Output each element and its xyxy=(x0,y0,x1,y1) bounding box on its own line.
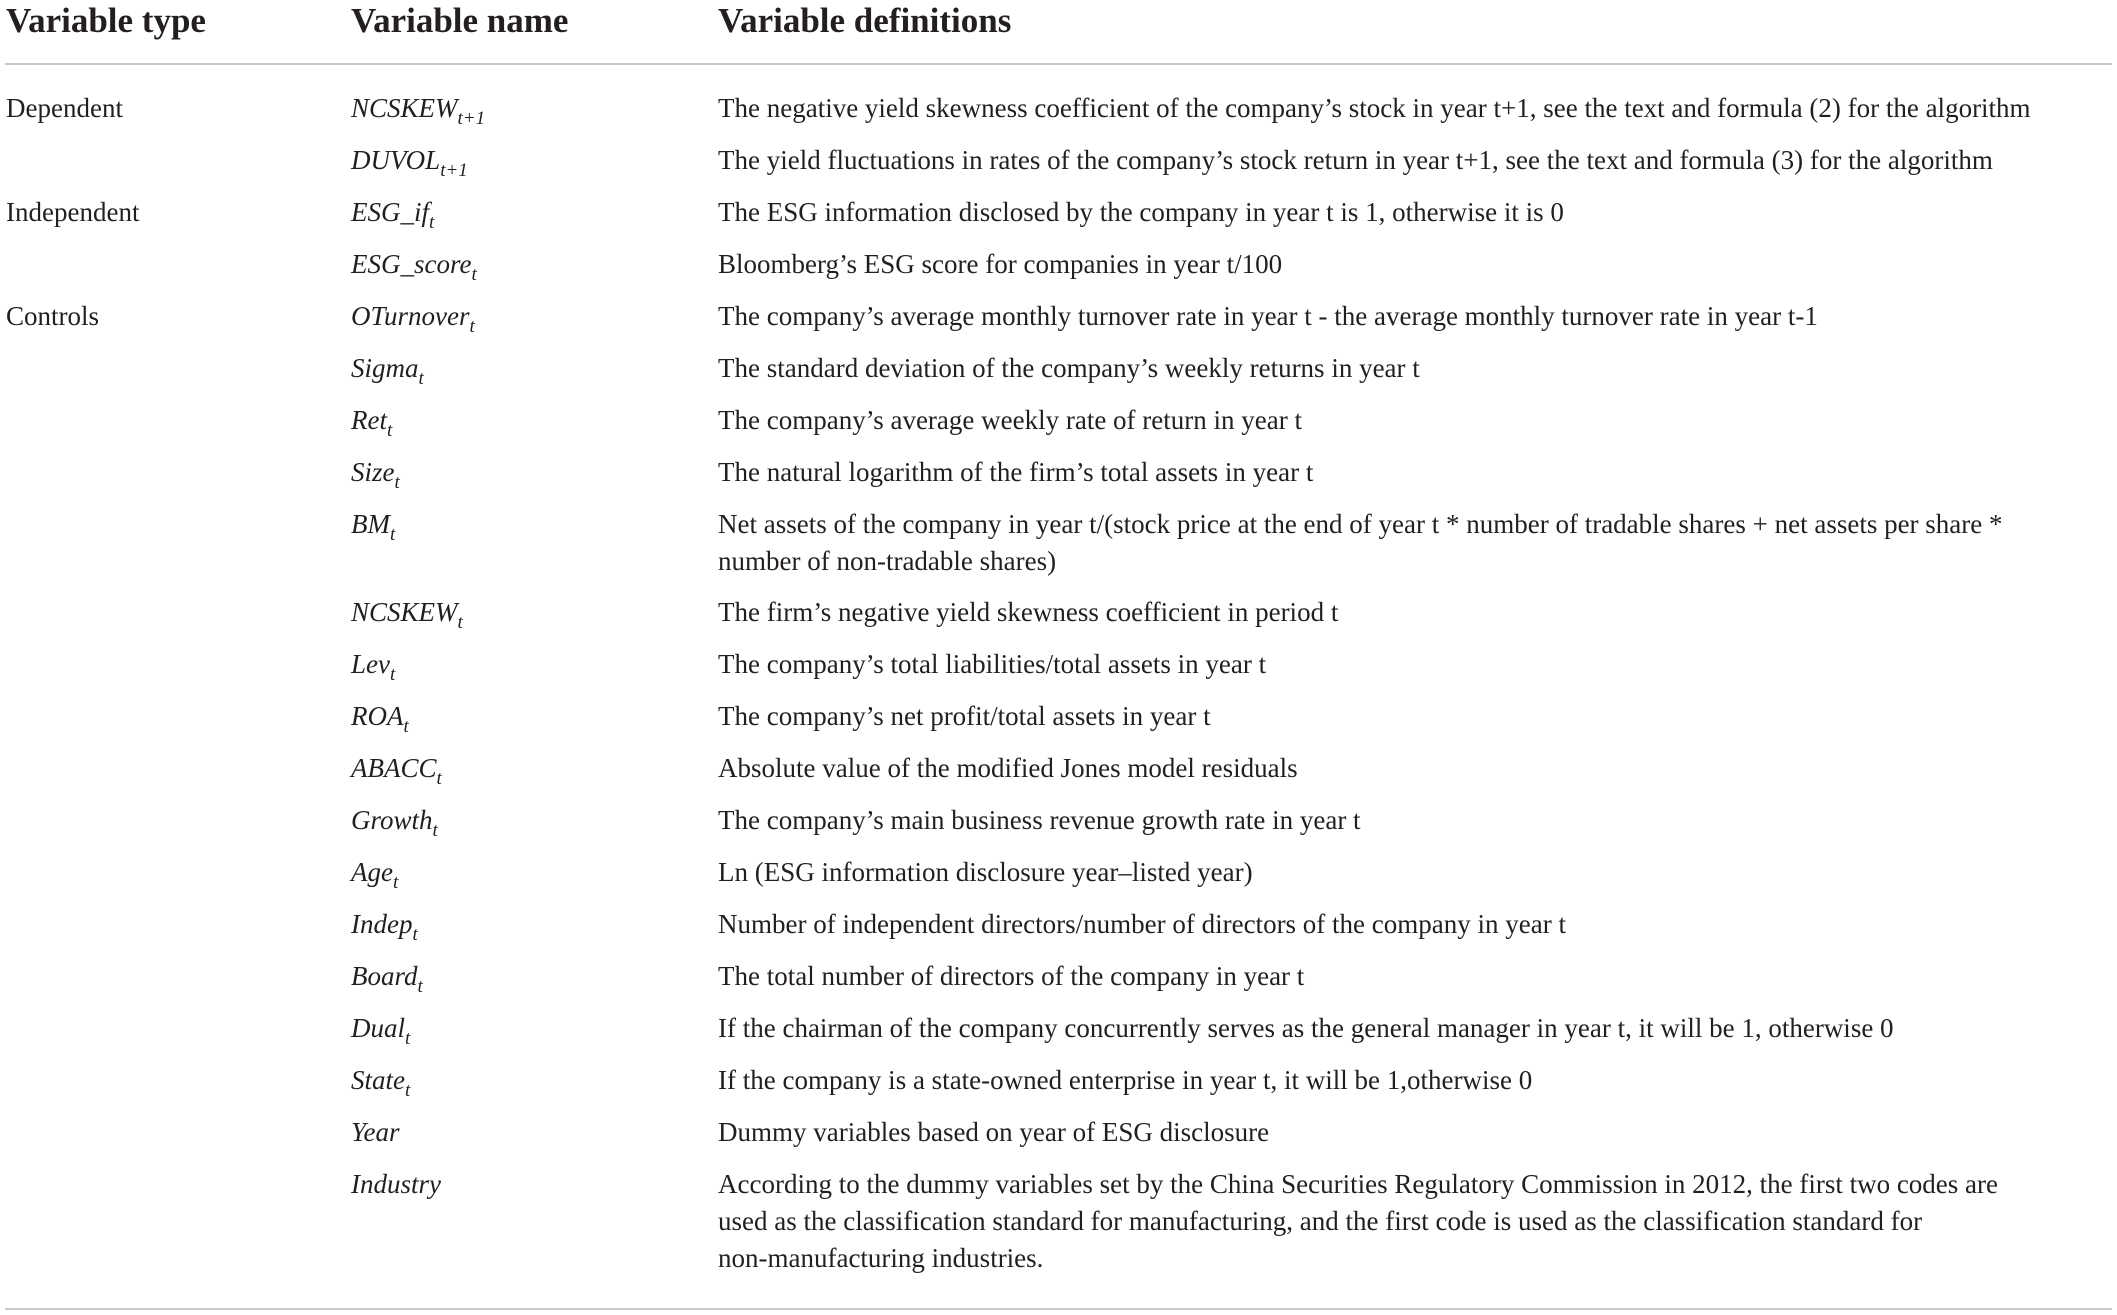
definition-line: The total number of directors of the company in year t xyxy=(718,961,1305,991)
definition-line: The negative yield skewness coefficient of the company’s stock in year t+1, see the text and formula (2) for the algorithm xyxy=(718,93,2031,123)
definition-line: non-manufacturing industries. xyxy=(718,1243,1044,1273)
variable-symbol: Ret xyxy=(351,405,387,435)
definition-line: The company’s net profit/total assets in year t xyxy=(718,701,1211,731)
variable-name xyxy=(351,958,423,995)
variable-subscript: t xyxy=(389,524,396,545)
variable-symbol: Growth xyxy=(351,805,433,835)
variable-definition xyxy=(718,246,2117,283)
variable-symbol: ESG_score xyxy=(351,249,472,279)
variable-definition xyxy=(718,698,2117,735)
variable-subscript: t xyxy=(469,316,475,337)
variable-definition xyxy=(718,1062,2117,1099)
table-bottom-rule xyxy=(5,1308,2112,1310)
variable-definition xyxy=(718,142,2117,179)
variable-subscript: t xyxy=(386,420,393,441)
variable-definition xyxy=(718,1010,2117,1047)
variable-definition xyxy=(718,646,2117,683)
definition-line: used as the classification standard for manufacturing, and the first code is used as the classification standard for xyxy=(718,1206,1923,1236)
definition-line: The firm’s negative yield skewness coefficient in period t xyxy=(718,597,1339,627)
variable-name xyxy=(351,594,463,631)
variable-symbol: ROA xyxy=(351,701,404,731)
variable-name xyxy=(351,298,475,335)
variable-symbol: Board xyxy=(351,961,418,991)
variable-name xyxy=(351,750,442,787)
variable-symbol: NCSKEW xyxy=(351,93,458,123)
definition-line: The natural logarithm of the firm’s total assets in year t xyxy=(718,457,1314,487)
variable-symbol: Lev xyxy=(351,649,390,679)
variable-definition xyxy=(718,802,2117,839)
variable-subscript: t xyxy=(471,264,477,285)
variable-symbol: Industry xyxy=(351,1169,441,1199)
variable-definition xyxy=(718,298,2117,335)
variable-name xyxy=(351,194,434,231)
variable-symbol: NCSKEW xyxy=(351,597,458,627)
variable-symbol: Indep xyxy=(351,909,413,939)
variable-definition xyxy=(718,350,2117,387)
definition-line: Net assets of the company in year t/(stock price at the end of year t * number of tradable shares + net assets per share * xyxy=(718,509,2003,539)
variable-subscript: t xyxy=(403,716,409,737)
variable-definition xyxy=(718,1166,2117,1277)
variable-symbol: Sigma xyxy=(351,353,419,383)
header-variable-name: Variable name xyxy=(351,1,569,40)
variable-symbol: Year xyxy=(351,1117,400,1147)
definition-line: Number of independent directors/number of directors of the company in year t xyxy=(718,909,1566,939)
variable-subscript: t+1 xyxy=(440,160,468,181)
variable-name xyxy=(351,1114,400,1151)
variable-definition xyxy=(718,594,2117,631)
variable-definition xyxy=(718,402,2117,439)
variable-name xyxy=(351,246,477,283)
header-variable-type: Variable type xyxy=(6,1,206,40)
variable-symbol: State xyxy=(351,1065,405,1095)
variable-definition xyxy=(718,506,2117,580)
definition-line: The standard deviation of the company’s weekly returns in year t xyxy=(718,353,1420,383)
variable-name xyxy=(351,1166,441,1203)
variable-name xyxy=(351,646,395,683)
variable-symbol: BM xyxy=(351,509,390,539)
variable-subscript: t xyxy=(417,976,423,997)
variable-name xyxy=(351,1062,410,1099)
variable-subscript: t xyxy=(457,612,463,633)
variable-definition xyxy=(718,90,2117,127)
definition-line: If the company is a state-owned enterprise in year t, it will be 1,otherwise 0 xyxy=(718,1065,1533,1095)
variable-subscript: t xyxy=(405,1028,411,1049)
variable-subscript: t+1 xyxy=(457,108,486,129)
variable-definition xyxy=(718,906,2117,943)
variable-name xyxy=(351,906,418,943)
variable-definition xyxy=(718,854,2117,891)
variable-name xyxy=(351,350,424,387)
definition-line: The company’s total liabilities/total assets in year t xyxy=(718,649,1267,679)
definition-line: Absolute value of the modified Jones model residuals xyxy=(718,753,1298,783)
definition-line: The company’s average monthly turnover rate in year t - the average monthly turnover rate in year t-1 xyxy=(718,301,1818,331)
variable-definition xyxy=(718,194,2117,231)
variable-subscript: t xyxy=(405,1080,411,1101)
variable-type: Controls xyxy=(6,301,100,331)
variable-name xyxy=(351,854,398,891)
variable-symbol: ESG_if xyxy=(351,197,429,227)
variable-subscript: t xyxy=(432,820,438,841)
variable-subscript: t xyxy=(412,924,418,945)
variable-symbol: Size xyxy=(351,457,395,487)
variable-symbol: ABACC xyxy=(351,753,437,783)
variable-type: Dependent xyxy=(6,93,123,123)
definition-line: If the chairman of the company concurrently serves as the general manager in year t, it will be 1, otherwise 0 xyxy=(718,1013,1894,1043)
variable-name xyxy=(351,698,409,735)
header-variable-definitions: Variable definitions xyxy=(718,1,1012,40)
definition-line: The yield fluctuations in rates of the company’s stock return in year t+1, see the text and formula (3) for the algorithm xyxy=(718,145,1993,175)
variable-definition xyxy=(718,958,2117,995)
variable-subscript: t xyxy=(394,472,400,493)
variable-name xyxy=(351,506,395,543)
variable-definition xyxy=(718,750,2117,787)
variable-definition xyxy=(718,454,2117,491)
definition-line: The company’s average weekly rate of return in year t xyxy=(718,405,1302,435)
definition-line: According to the dummy variables set by the China Securities Regulatory Commission in 2012, the first two codes are xyxy=(718,1169,1999,1199)
definition-line: number of non-tradable shares) xyxy=(718,546,1057,576)
variable-name xyxy=(351,1010,410,1047)
variable-subscript: t xyxy=(429,212,435,233)
definition-line: Ln (ESG information disclosure year–listed year) xyxy=(718,857,1253,887)
variable-symbol: OTurnover xyxy=(351,301,470,331)
variable-definition xyxy=(718,1114,2117,1151)
definition-line: Bloomberg’s ESG score for companies in year t/100 xyxy=(718,249,1283,279)
variable-name xyxy=(351,402,392,439)
variable-symbol: DUVOL xyxy=(351,145,441,175)
definition-line: Dummy variables based on year of ESG disclosure xyxy=(718,1117,1270,1147)
variable-name xyxy=(351,802,438,839)
definition-line: The ESG information disclosed by the company in year t is 1, otherwise it is 0 xyxy=(718,197,1564,227)
variable-name xyxy=(351,90,485,127)
variable-name xyxy=(351,454,400,491)
variable-name xyxy=(351,142,468,179)
table-top-rule xyxy=(5,63,2112,65)
variable-symbol: Dual xyxy=(351,1013,405,1043)
definition-line: The company’s main business revenue growth rate in year t xyxy=(718,805,1361,835)
variable-subscript: t xyxy=(392,872,399,893)
variable-type: Independent xyxy=(6,197,140,227)
variable-symbol: Age xyxy=(351,857,393,887)
variable-subscript: t xyxy=(436,768,442,789)
variable-subscript: t xyxy=(418,368,424,389)
variable-subscript: t xyxy=(389,664,396,685)
